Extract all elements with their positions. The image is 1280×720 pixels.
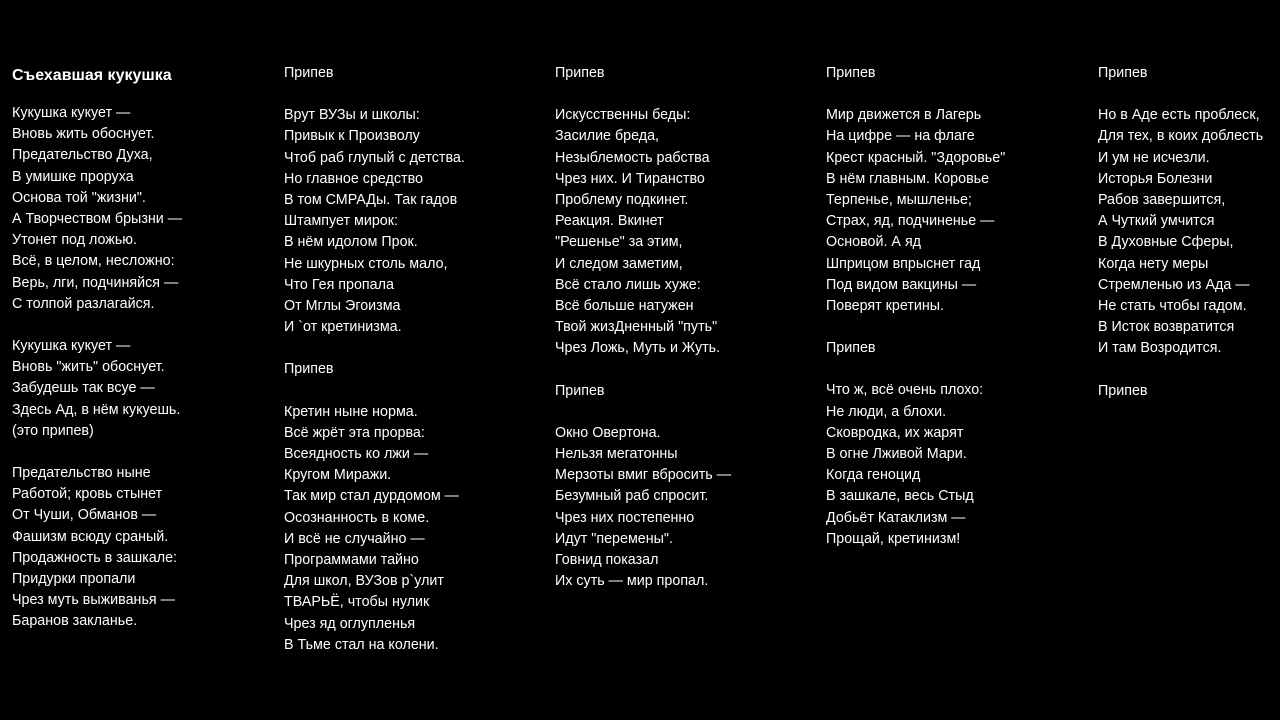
stanza xyxy=(284,63,549,84)
lyric-line: Их суть — мир пропал. xyxy=(555,573,709,590)
lyric-line: Привык к Произволу xyxy=(284,128,420,145)
lyric-line: "Решенье" за этим, xyxy=(555,234,683,251)
lyric-line: От Мглы Эгоизма xyxy=(284,298,401,315)
stanza xyxy=(826,380,1091,550)
stanza xyxy=(826,338,1091,359)
chorus-marker: Припев xyxy=(1098,382,1148,399)
stanza xyxy=(284,105,549,338)
lyric-line: Штампует мирок: xyxy=(284,213,398,230)
lyric-line: Так мир стал дурдомом — xyxy=(284,488,459,505)
lyric-line: От Чуши, Обманов — xyxy=(12,507,157,524)
lyric-line: Предательство Духа, xyxy=(12,147,153,164)
lyric-line: В Духовные Сферы, xyxy=(1098,234,1234,251)
lyric-line: А Чуткий умчится xyxy=(1098,213,1215,230)
chorus-marker: Припев xyxy=(826,340,876,357)
stanza xyxy=(1098,105,1280,359)
lyric-line: Чрез муть выживанья — xyxy=(12,592,175,609)
lyric-line: Всеядность ко лжи — xyxy=(284,446,429,463)
lyric-line: Кукушка кукует — xyxy=(12,338,131,355)
stanza xyxy=(555,63,820,84)
lyric-line: Прощай, кретинизм! xyxy=(826,530,961,547)
lyrics-column-1 xyxy=(12,64,277,654)
lyric-line: Вновь "жить" обоснует. xyxy=(12,359,165,376)
lyric-line: И всё не случайно — xyxy=(284,530,425,547)
lyric-line: Всё, в целом, несложно: xyxy=(12,253,175,270)
lyric-line: В Исток возвратится xyxy=(1098,319,1235,336)
lyric-line: Верь, лги, подчиняйся — xyxy=(12,274,179,291)
lyric-line: А Творчеством брызни — xyxy=(12,211,183,228)
lyrics-column-2 xyxy=(284,63,549,677)
lyric-line: Работой; кровь стынет xyxy=(12,486,163,503)
lyric-line: На цифре — на флаге xyxy=(826,128,975,145)
lyric-line: Забудешь так всуе — xyxy=(12,380,155,397)
lyric-line: Для тех, в коих доблесть xyxy=(1098,128,1264,145)
stanza xyxy=(12,463,277,633)
lyric-line: Чтоб раб глупый с детства. xyxy=(284,149,465,166)
lyric-line: Крест красный. "Здоровье" xyxy=(826,149,1006,166)
lyric-line: В зашкале, весь Стыд xyxy=(826,488,974,505)
lyric-line: Кретин ныне норма. xyxy=(284,403,418,420)
stanza xyxy=(826,63,1091,84)
stanza xyxy=(284,359,549,380)
lyric-line: Искусственны беды: xyxy=(555,107,691,124)
lyrics-column-4 xyxy=(826,63,1091,571)
lyric-line: Программами тайно xyxy=(284,552,419,569)
lyric-line: Врут ВУЗы и школы: xyxy=(284,107,420,124)
stanza xyxy=(12,103,277,315)
lyric-line: Мир движется в Лагерь xyxy=(826,107,982,124)
lyric-line: Когда геноцид xyxy=(826,467,921,484)
lyric-line: Кругом Миражи. xyxy=(284,467,392,484)
lyric-line: В умишке проруха xyxy=(12,168,134,185)
stanza xyxy=(1098,63,1280,84)
stanza xyxy=(555,381,820,402)
chorus-marker: Припев xyxy=(826,65,876,81)
poem-title: Съехавшая кукушка xyxy=(12,67,172,84)
lyric-line: Реакция. Вкинет xyxy=(555,213,664,230)
lyric-line: Что Гея пропала xyxy=(284,276,394,293)
lyric-line: Незыблемость рабства xyxy=(555,149,710,166)
lyric-line: Безумный раб спросит. xyxy=(555,488,709,505)
lyric-line: С толпой разлагайся. xyxy=(12,295,155,312)
lyric-line: Страх, яд, подчиненье — xyxy=(826,213,995,230)
lyric-line: И ум не исчезли. xyxy=(1098,149,1210,166)
lyric-line: Продажность в зашкале: xyxy=(12,549,178,566)
stanza xyxy=(1098,381,1280,402)
lyric-line: Когда нету меры xyxy=(1098,255,1209,272)
lyric-line: Всё больше натужен xyxy=(555,298,694,315)
lyric-line: Основой. А яд xyxy=(826,234,922,251)
lyric-line: Всё жрёт эта прорва: xyxy=(284,424,425,441)
lyric-line: Засилие бреда, xyxy=(555,128,660,145)
lyric-line: В нём идолом Прок. xyxy=(284,234,418,251)
lyric-line: Не стать чтобы гадом. xyxy=(1098,298,1247,315)
lyric-line: В Тьме стал на колени. xyxy=(284,636,439,653)
lyric-line: Сковродка, их жарят xyxy=(826,424,964,441)
lyric-line: Предательство ныне xyxy=(12,465,151,482)
lyric-line: Мерзоты вмиг вбросить — xyxy=(555,467,732,484)
lyric-line: Вновь жить обоснует. xyxy=(12,126,155,143)
lyric-line: Чрез них постепенно xyxy=(555,509,695,526)
lyric-line: Для школ, ВУЗов р`улит xyxy=(284,573,444,590)
chorus-marker: Припев xyxy=(555,65,605,81)
lyric-line: Стремленью из Ада — xyxy=(1098,276,1250,293)
lyric-line: Исторья Болезни xyxy=(1098,170,1213,187)
lyric-line: Здесь Ад, в нём кукуешь. xyxy=(12,401,181,418)
lyric-line: Чрез яд оглупленья xyxy=(284,615,416,632)
lyric-line: Что ж, всё очень плохо: xyxy=(826,382,984,399)
lyric-line: В нём главным. Коровье xyxy=(826,170,990,187)
lyric-line: Поверят кретины. xyxy=(826,298,945,315)
lyric-line: Не шкурных столь мало, xyxy=(284,255,448,272)
lyric-line: Баранов закланье. xyxy=(12,613,138,630)
lyric-line: Шприцом впрыснет гад xyxy=(826,255,981,272)
lyric-line: Придурки пропали xyxy=(12,571,136,588)
lyric-line: Фашизм всюду сраный. xyxy=(12,528,169,545)
lyric-line: Всё стало лишь хуже: xyxy=(555,276,701,293)
stanza xyxy=(555,423,820,593)
stanza xyxy=(284,402,549,656)
lyric-line: Говнид показал xyxy=(555,552,659,569)
chorus-marker: Припев xyxy=(284,65,334,81)
lyric-line: Осознанность в коме. xyxy=(284,509,430,526)
lyrics-column-5 xyxy=(1098,63,1280,423)
lyric-line: Не люди, а блохи. xyxy=(826,403,947,420)
lyric-line: Основа той "жизни". xyxy=(12,189,146,206)
lyric-line: Чрез них. И Тиранство xyxy=(555,170,705,187)
lyric-line: Окно Овертона. xyxy=(555,424,661,441)
lyric-line: Но главное средство xyxy=(284,170,423,187)
lyric-line: Терпенье, мышленье; xyxy=(826,192,972,209)
lyric-line: Идут "перемены". xyxy=(555,530,673,547)
stanza xyxy=(555,105,820,359)
lyric-line: В том СМРАДы. Так гадов xyxy=(284,192,458,209)
lyric-line: Нельзя мегатонны xyxy=(555,446,678,463)
lyric-line: И там Возродится. xyxy=(1098,340,1222,357)
chorus-marker: Припев xyxy=(555,382,605,399)
lyric-line: Утонет под ложью. xyxy=(12,232,138,249)
lyric-line: И следом заметим, xyxy=(555,255,683,272)
chorus-marker: Припев xyxy=(1098,65,1148,81)
lyric-line: Кукушка кукует — xyxy=(12,105,131,121)
stanza xyxy=(826,105,1091,317)
lyric-line: И `от кретинизма. xyxy=(284,319,402,336)
lyric-line: Чрез Ложь, Муть и Жуть. xyxy=(555,340,721,357)
lyric-line: (это припев) xyxy=(12,422,94,439)
lyric-line: ТВАРЬЁ, чтобы нулик xyxy=(284,594,430,611)
chorus-marker: Припев xyxy=(284,361,334,378)
lyric-line: Но в Аде есть проблеск, xyxy=(1098,107,1260,124)
stanza xyxy=(12,336,277,442)
lyric-line: Добьёт Катаклизм — xyxy=(826,509,966,526)
lyric-line: Проблему подкинет. xyxy=(555,192,689,209)
lyrics-column-3 xyxy=(555,63,820,613)
lyric-line: Рабов завершится, xyxy=(1098,192,1226,209)
lyric-line: Твой жизДненный "путь" xyxy=(555,319,718,336)
lyric-line: Под видом вакцины — xyxy=(826,276,977,293)
lyric-line: В огне Лживой Мари. xyxy=(826,446,967,463)
